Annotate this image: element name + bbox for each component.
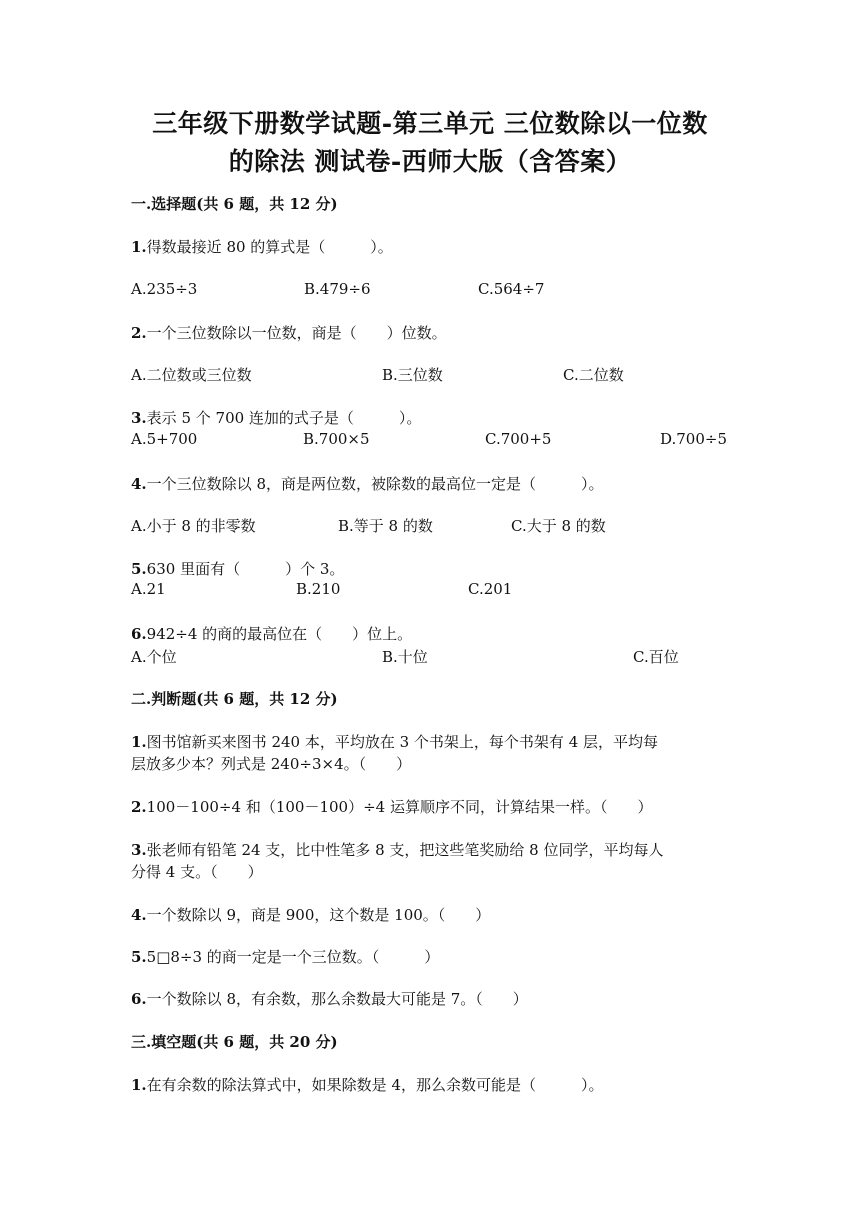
question-number: 4. [131, 906, 147, 924]
option-c: C.百位 [633, 648, 679, 666]
question-text [131, 904, 490, 925]
section-heading-fill-blank: 三.填空题(共 6 题，共 20 分) [131, 1033, 338, 1051]
question-body: 一个数除以 8，有余数，那么余数最大可能是 7。（ ） [146, 990, 528, 1008]
question-number: 6. [131, 990, 147, 1008]
question-text [131, 236, 393, 257]
question-body: 一个数除以 9，商是 900，这个数是 100。（ ） [146, 906, 491, 924]
question-body: 630 里面有（ ）个 3。 [146, 560, 345, 578]
question-body: 张老师有铅笔 24 支，比中性笔多 8 支，把这些笔奖励给 8 位同学，平均每人 [146, 841, 664, 859]
question-number: 5. [131, 948, 147, 966]
option-b: B.十位 [382, 648, 428, 666]
option-c: C.700+5 [485, 430, 552, 448]
option-b: B.等于 8 的数 [338, 517, 433, 535]
option-a: A.个位 [131, 648, 177, 666]
question-number: 2. [131, 798, 147, 816]
option-b: B.700×5 [303, 430, 370, 448]
option-b: B.479÷6 [304, 280, 371, 298]
option-d: D.700÷5 [660, 430, 728, 448]
question-text [131, 988, 528, 1009]
question-body: 一个三位数除以 8，商是两位数，被除数的最高位一定是（ ）。 [146, 475, 604, 493]
question-text [131, 839, 663, 860]
option-b: B.210 [296, 580, 341, 598]
question-text [131, 558, 344, 579]
question-text [131, 796, 652, 817]
section-heading-judgement: 二.判断题(共 6 题，共 12 分) [131, 690, 338, 708]
question-body: 得数最接近 80 的算式是（ ）。 [146, 238, 393, 256]
option-c: C.564÷7 [478, 280, 545, 298]
question-number: 5. [131, 560, 147, 578]
option-b: B.三位数 [382, 366, 443, 384]
question-text [131, 407, 421, 428]
question-text [131, 946, 439, 967]
option-c: C.201 [468, 580, 513, 598]
question-text-continued: 层放多少本？列式是 240÷3×4。（ ） [131, 755, 412, 773]
question-body: 图书馆新买来图书 240 本，平均放在 3 个书架上，每个书架有 4 层，平均每 [146, 733, 659, 751]
question-body: 一个三位数除以一位数，商是（ ）位数。 [146, 324, 447, 342]
question-text [131, 1074, 604, 1095]
question-text [131, 322, 447, 343]
exam-title-line-1: 三年级下册数学试题-第三单元 三位数除以一位数 [152, 109, 708, 138]
question-number: 4. [131, 475, 147, 493]
question-number: 1. [131, 238, 147, 256]
option-a: A.21 [131, 580, 166, 598]
question-number: 2. [131, 324, 147, 342]
option-c: C.大于 8 的数 [511, 517, 606, 535]
question-number: 1. [131, 1076, 147, 1094]
option-a: A.小于 8 的非零数 [131, 517, 256, 535]
question-number: 1. [131, 733, 147, 751]
option-a: A.5+700 [131, 430, 198, 448]
question-body: 表示 5 个 700 连加的式子是（ ）。 [146, 409, 422, 427]
section-heading-choice: 一.选择题(共 6 题，共 12 分) [131, 195, 338, 213]
option-a: A.235÷3 [131, 280, 198, 298]
question-number: 3. [131, 409, 147, 427]
question-text-continued: 分得 4 支。（ ） [131, 863, 263, 881]
question-body: 100－100÷4 和（100－100）÷4 运算顺序不同，计算结果一样。（ ） [146, 798, 653, 816]
question-body: 在有余数的除法算式中，如果除数是 4，那么余数可能是（ ）。 [146, 1076, 604, 1094]
question-number: 6. [131, 625, 147, 643]
question-number: 3. [131, 841, 147, 859]
option-a: A.二位数或三位数 [131, 366, 252, 384]
question-text [131, 473, 604, 494]
question-body: 942÷4 的商的最高位在（ ）位上。 [146, 625, 413, 643]
exam-title-line-2: 的除法 测试卷-西师大版（含答案） [228, 147, 632, 176]
question-body: 5□8÷3 的商一定是一个三位数。（ ） [146, 948, 440, 966]
question-text [131, 623, 412, 644]
option-c: C.二位数 [563, 366, 624, 384]
question-text [131, 731, 658, 752]
